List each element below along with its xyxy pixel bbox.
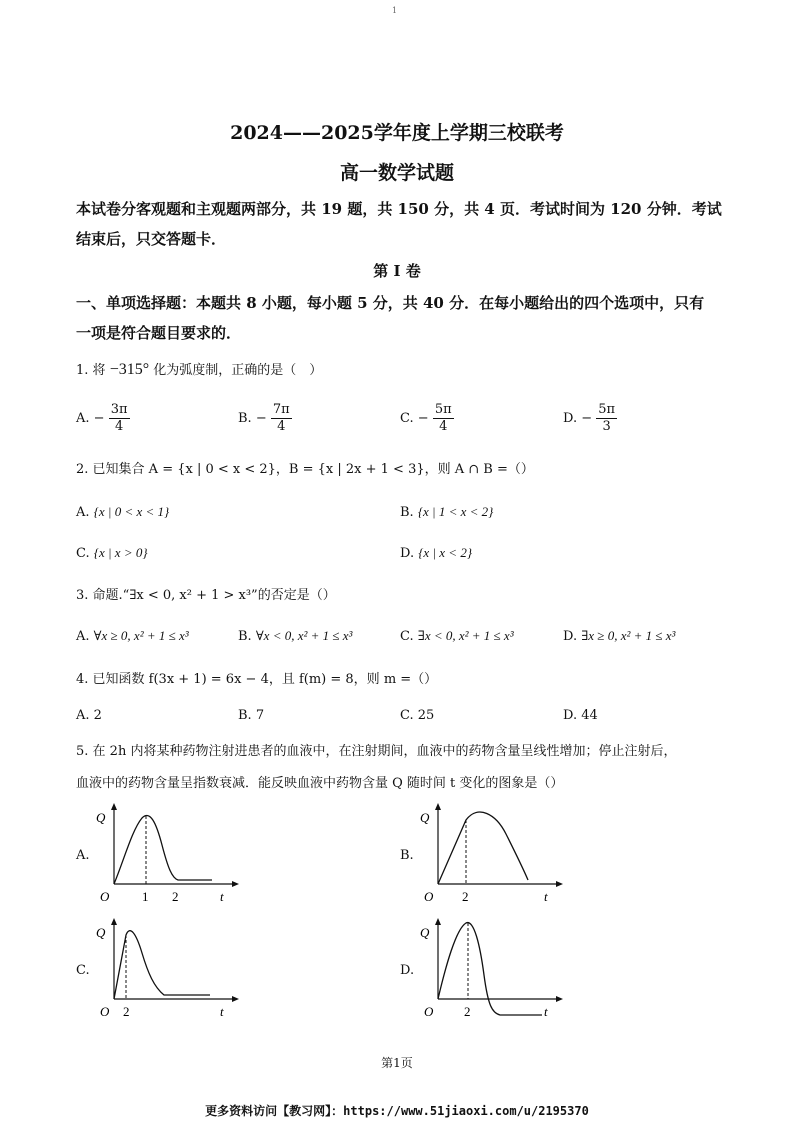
option-label: A. <box>76 411 90 426</box>
numerator: 7π <box>272 402 290 417</box>
x-axis-label: t <box>220 1004 224 1019</box>
y-axis-label: Q <box>420 925 430 940</box>
option-label: C. <box>400 708 414 723</box>
curve <box>114 816 212 884</box>
q5-option-b-label[interactable]: B. <box>400 848 414 863</box>
x-axis-label: t <box>544 1004 548 1019</box>
header-mark: 1 <box>392 6 398 15</box>
fraction <box>596 402 617 435</box>
y-axis-label: Q <box>96 810 106 825</box>
question-3-stem: 3. 命题.“∃x < 0, x² + 1 > x³”的否定是（） <box>76 588 336 603</box>
option-text: {x | x > 0} <box>93 545 148 560</box>
denominator: 4 <box>277 419 286 434</box>
exam-subtitle: 高一数学试题 <box>339 162 454 184</box>
q5-graph-d[interactable] <box>416 915 576 1025</box>
fraction <box>109 402 130 435</box>
q2-option-c[interactable] <box>76 545 148 561</box>
q3-option-d[interactable] <box>563 628 675 644</box>
q1-value: −315° <box>109 361 150 378</box>
option-label: D. <box>563 629 578 644</box>
section1-line-1: 一、单项选择题：本题共 8 小题，每小题 5 分，共 40 分．在每小题给出的四个选项中，只有 <box>76 294 705 312</box>
exam-title: 2024——2025学年度上学期三校联考 <box>230 122 564 144</box>
q2-option-d[interactable] <box>400 545 472 561</box>
y-axis-arrow-icon <box>435 803 441 810</box>
origin-label: O <box>100 1004 110 1019</box>
q3-option-b[interactable] <box>238 628 352 644</box>
q3-option-c[interactable] <box>400 628 514 644</box>
option-text: {x | 1 < x < 2} <box>417 504 494 519</box>
intro-line-2: 结束后，只交答题卡． <box>76 230 227 248</box>
option-text: ∃x ≥ 0, x² + 1 ≤ x³ <box>581 628 676 643</box>
q2-option-a[interactable] <box>76 504 169 520</box>
option-sign: − <box>417 411 429 426</box>
q5-option-c-label[interactable]: C. <box>76 963 90 978</box>
curve <box>438 923 542 1015</box>
question-5-line-2: 血液中的药物含量呈指数衰减．能反映血液中药物含量 Q 随时间 t 变化的图象是（） <box>76 776 564 791</box>
q3-option-a[interactable] <box>76 628 189 644</box>
numerator: 5π <box>434 402 452 417</box>
question-1-stem <box>76 360 322 381</box>
option-text: ∀x ≥ 0, x² + 1 ≤ x³ <box>93 628 189 643</box>
y-axis-arrow-icon <box>111 803 117 810</box>
curve <box>438 812 528 884</box>
option-label: B. <box>400 505 414 520</box>
origin-label: O <box>100 889 110 904</box>
option-text: ∃x < 0, x² + 1 ≤ x³ <box>417 628 514 643</box>
option-text: ∀x < 0, x² + 1 ≤ x³ <box>255 628 353 643</box>
q5-option-d-label[interactable]: D. <box>400 963 415 978</box>
q4-option-b[interactable] <box>238 708 264 723</box>
q5-option-a-label[interactable]: A. <box>76 848 90 863</box>
tick-label: 2 <box>172 889 179 904</box>
option-label: C. <box>76 546 90 561</box>
option-text: 2 <box>93 708 102 723</box>
option-text: 25 <box>417 708 435 723</box>
denominator: 3 <box>602 419 611 434</box>
option-text: 7 <box>255 708 265 723</box>
option-label: B. <box>238 708 252 723</box>
numerator: 5π <box>598 402 616 417</box>
y-axis-arrow-icon <box>435 918 441 925</box>
y-axis-label: Q <box>96 925 106 940</box>
option-label: C. <box>400 629 414 644</box>
q1-suffix: 化为弧度制，正确的是（ ） <box>153 363 323 378</box>
tick-label: 2 <box>462 889 469 904</box>
q1-option-b[interactable] <box>238 402 292 435</box>
question-2-stem: 2. 已知集合 A = {x | 0 < x < 2}，B = {x | 2x + 1 < 3}，则 A ∩ B =（） <box>76 462 534 477</box>
x-axis-label: t <box>544 889 548 904</box>
option-text: {x | x < 2} <box>418 545 473 560</box>
x-axis-arrow-icon <box>556 996 563 1002</box>
option-sign: − <box>581 411 593 426</box>
page-number: 第1页 <box>381 1056 413 1070</box>
q2-option-b[interactable] <box>400 504 493 520</box>
tick-label: 2 <box>123 1004 130 1019</box>
volume-heading: 第 I 卷 <box>373 262 421 280</box>
q4-option-d[interactable] <box>563 708 598 723</box>
footer-link[interactable]: 更多资料访问【教习网】：https://www.51jiaoxi.com/u/2195370 <box>205 1104 589 1118</box>
y-axis-label: Q <box>420 810 430 825</box>
fraction <box>433 402 454 435</box>
x-axis-arrow-icon <box>232 881 239 887</box>
origin-label: O <box>424 1004 434 1019</box>
denominator: 4 <box>114 419 124 434</box>
q1-option-d[interactable] <box>563 402 617 435</box>
option-sign: − <box>93 411 105 426</box>
x-axis-arrow-icon <box>556 881 563 887</box>
fraction <box>271 402 292 435</box>
q4-option-c[interactable] <box>400 708 434 723</box>
option-label: D. <box>400 546 415 561</box>
question-4-stem: 4. 已知函数 f(3x + 1) = 6x − 4，且 f(m) = 8，则 m =（） <box>76 672 438 687</box>
x-axis-label: t <box>220 889 224 904</box>
option-label: B. <box>238 629 252 644</box>
option-label: A. <box>76 505 90 520</box>
y-axis-arrow-icon <box>111 918 117 925</box>
q1-option-a[interactable] <box>76 402 130 435</box>
option-label: A. <box>76 629 90 644</box>
tick-label: 1 <box>142 889 149 904</box>
option-label: B. <box>238 411 252 426</box>
section1-line-2: 一项是符合题目要求的． <box>76 324 242 342</box>
option-label: D. <box>563 708 578 723</box>
origin-label: O <box>424 889 434 904</box>
q5-graph-a[interactable] <box>92 800 252 910</box>
option-sign: − <box>255 411 267 426</box>
question-5-line-1: 5. 在 2h 内将某种药物注射进患者的血液中，在注射期间，血液中的药物含量呈线性增加；停止注射后， <box>76 744 677 759</box>
option-text: 44 <box>581 708 598 723</box>
option-text: {x | 0 < x < 1} <box>93 504 170 519</box>
option-label: D. <box>563 411 578 426</box>
curve <box>114 931 210 999</box>
option-label: A. <box>76 708 90 723</box>
q1-prefix: 1. 将 <box>76 363 106 378</box>
q5-graph-c[interactable] <box>92 915 252 1025</box>
q4-option-a[interactable] <box>76 708 102 723</box>
denominator: 4 <box>439 419 448 434</box>
intro-line-1: 本试卷分客观题和主观题两部分，共 19 题，共 150 分，共 4 页．考试时间为 120 分钟．考试 <box>76 200 722 218</box>
q1-option-c[interactable] <box>400 402 454 435</box>
option-label: C. <box>400 411 414 426</box>
numerator: 3π <box>110 402 128 417</box>
tick-label: 2 <box>464 1004 471 1019</box>
x-axis-arrow-icon <box>232 996 239 1002</box>
q5-graph-b[interactable] <box>416 800 576 910</box>
